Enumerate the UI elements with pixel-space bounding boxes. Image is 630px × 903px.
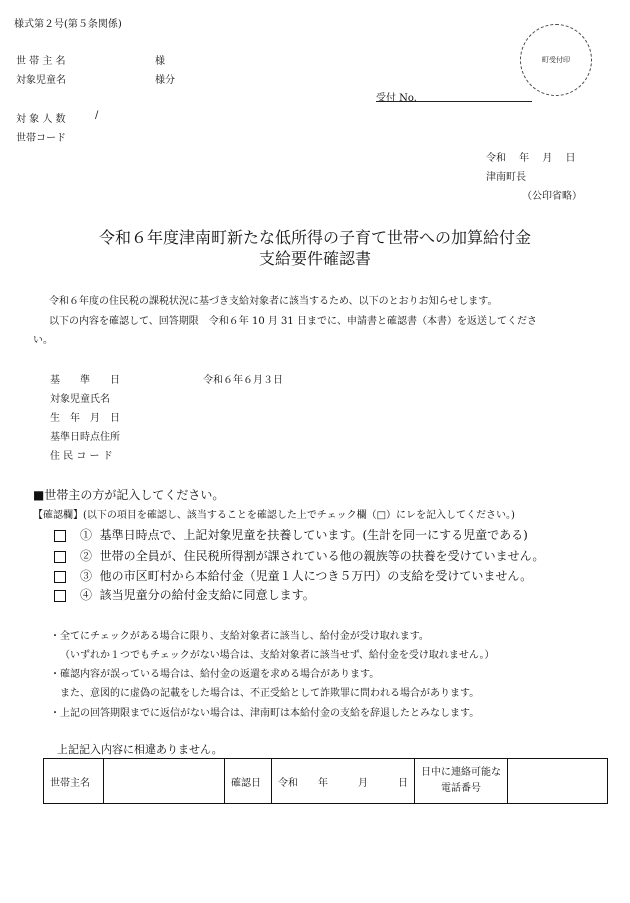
intro-paragraph-2-cont: い。: [33, 335, 53, 346]
check-num: ④: [80, 588, 93, 602]
household-code-label: 世帯コード: [16, 133, 66, 144]
signature-table: [43, 758, 608, 804]
check-box[interactable]: [54, 530, 66, 542]
title-line-2: 支給要件確認書: [258, 249, 371, 268]
note-2-sub: また、意図的に虚偽の記載をした場合は、不正受給として詐欺罪に問われる場合があります。: [60, 688, 480, 699]
count-label: 対 象 人 数: [16, 114, 66, 125]
base-date-value: 令和６年６月３日: [203, 375, 283, 386]
title-line-1: 令和６年度津南町新たな低所得の子育て世帯への加算給付金: [98, 228, 531, 247]
check-item: [54, 547, 544, 564]
check-num: ①: [80, 528, 93, 542]
issuer: 津南町長: [486, 172, 526, 183]
receipt-underline: [376, 101, 532, 102]
seal-note: （公印省略）: [522, 191, 582, 202]
count-separator: /: [95, 110, 99, 121]
form-number: 様式第２号(第５条関係): [14, 19, 122, 30]
birth-date-label: 生 年 月 日: [50, 413, 120, 424]
confirm-date-field[interactable]: 令和 年 月 日: [272, 759, 415, 804]
resident-code-label: 住 民 コ ー ド: [50, 451, 113, 462]
check-text: 基準日時点で、上記対象児童を扶養しています。(生計を同一にする児童である): [99, 528, 528, 542]
check-box[interactable]: [54, 590, 66, 602]
address-label: 基準日時点住所: [50, 432, 120, 443]
check-num: ②: [80, 549, 93, 563]
reception-stamp: [520, 24, 592, 96]
base-date-label: 基 準 日: [50, 375, 120, 386]
instruction: ■世帯主の方が記入してください。: [33, 488, 225, 502]
check-text: 該当児童分の給付金支給に同意します。: [99, 588, 315, 602]
affirm-statement: 上記記入内容に相違ありません。: [57, 743, 223, 756]
intro-paragraph-2: 以下の内容を確認して、回答期限 令和６年 10 月 31 日までに、申請書と確認書（本書）を返送してくださ: [49, 316, 537, 327]
receipt-label: 受付 No.: [376, 93, 417, 104]
confirm-note: 【確認欄】(以下の項目を確認し、該当することを確認した上でチェック欄（□）にレを記入してください。): [33, 510, 515, 521]
check-item: [54, 526, 528, 543]
check-num: ③: [80, 569, 93, 583]
check-item: [54, 567, 532, 584]
head-name-label: 世帯主名: [44, 759, 104, 804]
check-item: [54, 586, 315, 603]
stamp-label: 町受付印: [542, 56, 570, 64]
child-suffix: 様分: [155, 75, 175, 86]
phone-label-line-2: 電話番号: [441, 783, 481, 794]
child-name-label: 対象児童氏名: [50, 394, 110, 405]
check-text: 他の市区町村から本給付金（児童１人につき５万円）の支給を受けていません。: [99, 569, 533, 583]
child-label: 対象児童名: [16, 75, 66, 86]
intro-paragraph-1: 令和６年度の住民税の課税状況に基づき支給対象者に該当するため、以下のとおりお知らせします。: [49, 296, 498, 307]
household-head-label: 世 帯 主 名: [16, 56, 66, 67]
check-box[interactable]: [54, 551, 66, 563]
check-text: 世帯の全員が、住民税所得割が課されている他の親族等の扶養を受けていません。: [99, 549, 545, 563]
note-2: ・確認内容が誤っている場合は、給付金の返還を求める場合があります。: [50, 669, 380, 680]
household-head-suffix: 様: [155, 56, 165, 67]
note-1: ・全てにチェックがある場合に限り、支給対象者に該当し、給付金が受け取れます。: [50, 631, 429, 642]
phone-field[interactable]: [508, 759, 608, 804]
date-line: 令和 年 月 日: [486, 153, 576, 164]
check-box[interactable]: [54, 571, 66, 583]
note-1-sub: （いずれか１つでもチェックがない場合は、支給対象者に該当せず、給付金を受け取れません。）: [60, 650, 495, 661]
note-3: ・上記の回答期限までに返信がない場合は、津南町は本給付金の支給を辞退したとみなします。: [50, 708, 480, 719]
confirm-date-label: 確認日: [225, 759, 272, 804]
head-name-field[interactable]: [104, 759, 225, 804]
phone-label-line-1: 日中に連絡可能な: [421, 767, 501, 778]
phone-label: [415, 759, 508, 804]
